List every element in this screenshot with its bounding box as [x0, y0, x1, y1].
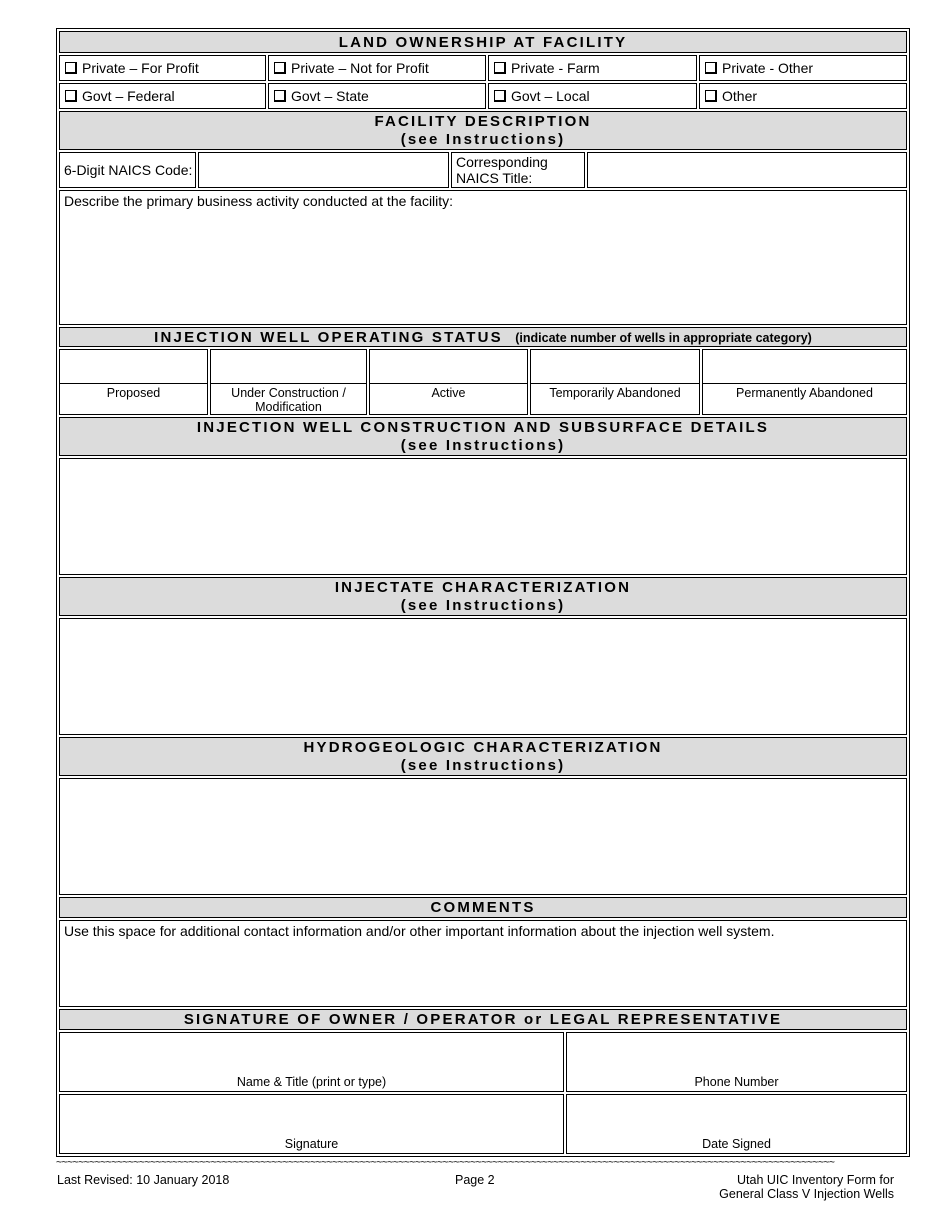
ownership-govt-state[interactable]: Govt – State	[268, 83, 486, 109]
name-title-field[interactable]	[59, 1032, 564, 1092]
status-proposed[interactable]	[59, 349, 208, 415]
name-title-label: Name & Title (print or type)	[236, 1075, 387, 1089]
status-permanently-abandoned-label: Permanently Abandoned	[736, 386, 873, 400]
signature-field[interactable]	[59, 1094, 564, 1154]
hydrogeologic-field[interactable]	[59, 778, 907, 895]
page-number: Page 2	[455, 1173, 495, 1187]
status-proposed-label: Proposed	[106, 386, 161, 400]
comments-field[interactable]	[59, 920, 907, 1007]
checkbox-icon[interactable]	[274, 62, 286, 74]
checkbox-icon[interactable]	[705, 62, 717, 74]
status-active-label: Active	[431, 386, 466, 400]
count-underline	[60, 383, 207, 384]
last-revised: Last Revised: 10 January 2018	[57, 1173, 230, 1187]
land-ownership-header: LAND OWNERSHIP AT FACILITY	[59, 31, 907, 53]
construction-field[interactable]	[59, 458, 907, 575]
ownership-other[interactable]: Other	[699, 83, 907, 109]
ownership-private-for-profit[interactable]: Private – For Profit	[59, 55, 266, 81]
date-signed-label: Date Signed	[702, 1137, 771, 1151]
ownership-private-farm[interactable]: Private - Farm	[488, 55, 697, 81]
ownership-private-other[interactable]: Private - Other	[699, 55, 907, 81]
status-under-construction-label: Under Construction / Modification	[231, 386, 346, 414]
ownership-govt-local[interactable]: Govt – Local	[488, 83, 697, 109]
date-signed-field[interactable]	[566, 1094, 907, 1154]
checkbox-icon[interactable]	[705, 90, 717, 102]
signature-label: Signature	[284, 1137, 339, 1151]
footer-separator: ~~~~~~~~~~~~~~~~~~~~~~~~~~~~~~~~~~~~~~~~~~~~~~~~~~~~~~~~~~~~~~~~~~~~~~~~~~~~~~~~~~~~~~~~~~~~~~~~~~~~~~~~~~~~~~~~~~~~~~~~~~~~~~~~~~~~~~~~~~~~~	[56, 1158, 835, 1168]
count-underline	[531, 383, 699, 384]
status-temporarily-abandoned[interactable]	[530, 349, 700, 415]
naics-title-label: Corresponding NAICS Title:	[451, 152, 585, 188]
operating-status-header: INJECTION WELL OPERATING STATUS (indicate number of wells in appropriate category)	[59, 327, 907, 347]
comments-header: COMMENTS	[59, 897, 907, 918]
status-active[interactable]	[369, 349, 528, 415]
naics-title-input[interactable]	[587, 152, 907, 188]
checkbox-icon[interactable]	[494, 90, 506, 102]
count-underline	[703, 383, 906, 384]
signature-header: SIGNATURE OF OWNER / OPERATOR or LEGAL REPRESENTATIVE	[59, 1009, 907, 1030]
phone-number-label: Phone Number	[694, 1075, 779, 1089]
form-title: Utah UIC Inventory Form for General Class V Injection Wells	[719, 1173, 894, 1201]
count-underline	[211, 383, 366, 384]
injectate-header: INJECTATE CHARACTERIZATION (see Instructions)	[59, 577, 907, 616]
hydrogeologic-header: HYDROGEOLOGIC CHARACTERIZATION (see Instructions)	[59, 737, 907, 776]
facility-description-header: FACILITY DESCRIPTION (see Instructions)	[59, 111, 907, 150]
ownership-private-not-for-profit[interactable]: Private – Not for Profit	[268, 55, 486, 81]
status-temporarily-abandoned-label: Temporarily Abandoned	[549, 386, 681, 400]
injectate-field[interactable]	[59, 618, 907, 735]
business-activity-field[interactable]	[59, 190, 907, 325]
ownership-govt-federal[interactable]: Govt – Federal	[59, 83, 266, 109]
status-permanently-abandoned[interactable]	[702, 349, 907, 415]
inventory-form	[56, 28, 910, 1157]
checkbox-icon[interactable]	[65, 90, 77, 102]
checkbox-icon[interactable]	[65, 62, 77, 74]
business-activity-label: Describe the primary business activity conducted at the facility:	[64, 193, 454, 209]
naics-code-label: 6-Digit NAICS Code:	[59, 152, 196, 188]
count-underline	[370, 383, 527, 384]
construction-header: INJECTION WELL CONSTRUCTION AND SUBSURFACE DETAILS (see Instructions)	[59, 417, 907, 456]
checkbox-icon[interactable]	[274, 90, 286, 102]
comments-label: Use this space for additional contact information and/or other important information about the injection well system.	[64, 923, 775, 939]
phone-number-field[interactable]	[566, 1032, 907, 1092]
status-under-construction[interactable]	[210, 349, 367, 415]
checkbox-icon[interactable]	[494, 62, 506, 74]
naics-code-input[interactable]	[198, 152, 449, 188]
